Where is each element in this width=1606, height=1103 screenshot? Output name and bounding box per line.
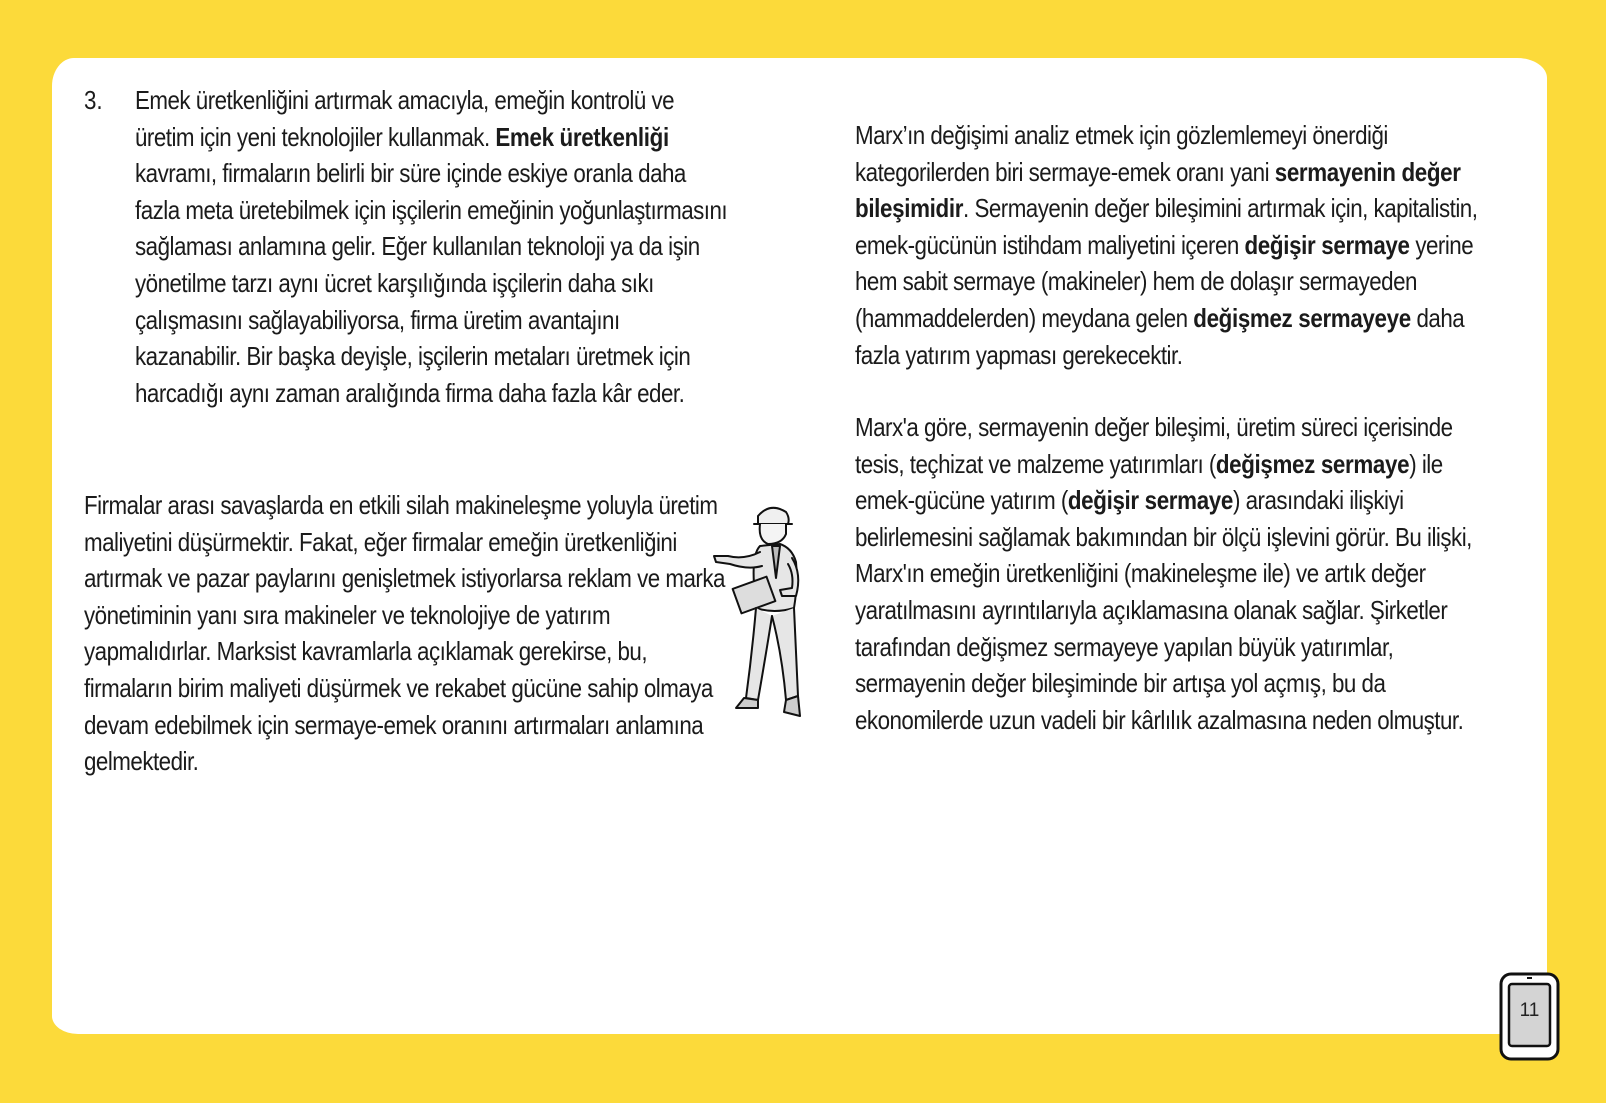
list-item-number: 3. bbox=[84, 85, 103, 115]
right-paragraph-2: Marx'a göre, sermayenin değer bileşimi, üretim süreci içerisinde tesis, teçhizat ve malzeme yatırımları (değişmez sermaye) ile emek-gücüne yatırım (değişir sermaye) arasındaki ilişkiyi belirlemesini sağlamak bakımından bir ölçü işlevini görür. Bu ilişki, Marx'ın emeğin üretkenliğini (makineleşme ile) ve artık değer yaratılmasını ayrıntılarıyla açıklamasına olanak sağlar. Şirketler tarafından değişmez sermayeye yapılan büyük yatırımlar, sermayenin değer bileşiminde bir artışa yol açmış, bu da ekonomilerde uzun vadeli bir kârlılık azalmasına neden olmuştur. bbox=[855, 412, 1472, 735]
term-degismez-sermaye: değişmez sermayeye bbox=[1193, 302, 1411, 333]
page-number: 11 bbox=[1519, 1000, 1540, 1021]
term-degismez-sermaye: değişmez sermaye bbox=[1215, 448, 1410, 479]
list-item-text: Emek üretkenliğini artırmak amacıyla, emeğin kontrolü ve üretim için yeni teknolojiler kullanmak. Emek üretkenliği kavramı, firmaların belirli bir süre içinde eskiye oranla daha fazla meta üretebilmek için işçilerin emeğinin yoğunlaştırmasını sağlaması anlamına gelir. Eğer kullanılan teknoloji ya da işin yönetilme tarzı aynı ücret karşılığında işçilerin daha sıkı çalışmasını sağlayabiliyorsa, firma üretim avantajını kazanabilir. Bir başka deyişle, işçilerin metaları üretmek için harcadığı aynı zaman aralığında firma daha fazla kâr eder. bbox=[135, 85, 728, 408]
left-paragraph: Firmalar arası savaşlarda en etkili silah makineleşme yoluyla üretim maliyetini düşürmektir. Fakat, eğer firmalar emeğin üretkenliğini artırmak ve pazar paylarını genişletmek istiyorlarsa reklam ve marka yönetiminin yanı sıra makineler ve teknolojiye de yatırım yapmalıdırlar. Marksist kavramlarla açıklamak gerekirse, bu, firmaların birim maliyeti düşürmek ve rekabet gücüne sahip olmaya devam edebilmek için sermaye-emek oranını artırmaları anlamına gelmektedir. bbox=[84, 490, 725, 777]
worker-illustration bbox=[708, 504, 826, 724]
term-sermayenin-deger-bilesimi: sermayenin değer bileşimidir bbox=[855, 156, 1461, 224]
term-emek-uretkenligi: Emek üretkenliği bbox=[495, 121, 669, 152]
term-degisir-sermaye: değişir sermaye bbox=[1244, 229, 1410, 260]
right-paragraph-1: Marx’ın değişimi analiz etmek için gözlemlemeyi önerdiği kategorilerden biri sermaye-emek oranı yani sermayenin değer bileşimidir. Sermayenin değer bileşimini artırmak için, kapitalistin, emek-gücünün istihdam maliyetini içeren değişir sermaye yerine hem sabit sermaye (makineler) hem de dolaşır sermayeden (hammaddelerden) meydana gelen değişmez sermayeye daha fazla yatırım yapması gerekecektir. bbox=[855, 120, 1478, 370]
term-degisir-sermaye: değişir sermaye bbox=[1067, 485, 1233, 516]
